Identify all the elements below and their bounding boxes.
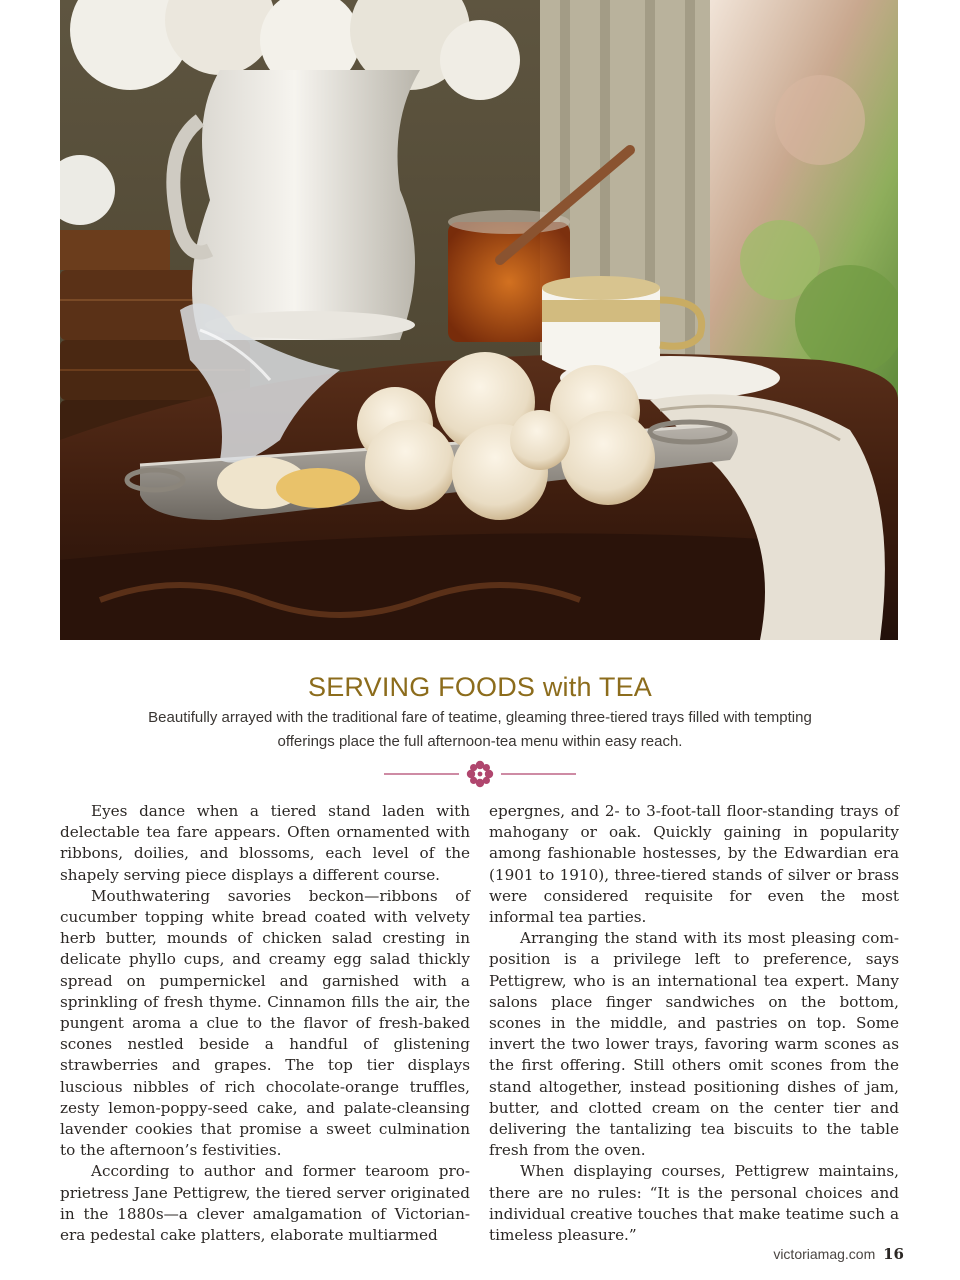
article-paragraph: Eyes dance when a tiered stand laden with delectable tea fare appears. Often ornamented with ribbons, doilies, and blossoms, each level of the shapely serving piece displays a different course. bbox=[60, 802, 470, 884]
flower-ornament-icon bbox=[384, 758, 576, 790]
site-url: victoriamag.com bbox=[773, 1246, 876, 1262]
article-paragraph: Arranging the stand with its most pleasing composition is a privilege left to preference, says Pettigrew, who is an international tea expert. Many salons place finger sandwiches on the bottom, scones in the middle, and pastries on top. Some invert the two lower trays, favoring warm scones as the first offering. Still others omit scones from the stand altogether, instead positioning dishes of jam, butter, and clotted cream on the center tier and delivering the tantalizing tea biscuits to the table fresh from the oven. bbox=[489, 929, 899, 1160]
article-column-left bbox=[60, 801, 470, 1246]
page-footer bbox=[773, 1245, 904, 1263]
article-deck: Beautifully arrayed with the traditional fare of teatime, gleaming three-tiered trays filled with tempting offerings place the full afternoon-tea menu within easy reach. bbox=[148, 709, 812, 750]
tea-table-photo bbox=[60, 0, 898, 640]
article-paragraph: epergnes, and 2- to 3-foot-tall floor-standing trays of mahogany or oak. Quickly gaining in popularity among fashionable hostesses, by the Edwardian era (1901 to 1910), three-tiered stands of silver or brass were considered requisite for even the most informal tea parties. bbox=[489, 802, 899, 927]
photo-icon bbox=[60, 0, 898, 640]
article-paragraph: Mouthwatering savories beckon—ribbons of cucumber topping white bread coated with velvety herb butter, mounds of chicken salad cresting in delicate phyllo cups, and creamy egg salad thickly spread on pumpernickel and garnished with a sprinkling of fresh thyme. Cinnamon fills the air, the pungent aroma a clue to the flavor of fresh-baked scones nestled beside a handful of glistening strawberries and grapes. The top tier displays luscious nibbles of rich chocolate-orange truffles, zesty lemon-poppy-seed cake, and palate-cleansing lavender cookies that promise a sweet culmination to the afternoon’s festivities. bbox=[60, 886, 470, 1160]
article-title: SERVING FOODS with TEA bbox=[308, 672, 652, 702]
article-paragraph: When displaying courses, Pettigrew maintains, there are no rules: “It is the personal choices and individual creative touches that make teatime such a timeless pleasure.” bbox=[489, 1162, 899, 1245]
article-paragraph: According to author and former tearoom proprietress Jane Pettigrew, the tiered server originated in the 1880s—a clever amalgamation of Victorian-era pedestal cake platters, elaborate multiarmed bbox=[60, 1162, 470, 1245]
page-number: 16 bbox=[883, 1245, 904, 1263]
article-column-right bbox=[489, 801, 899, 1246]
